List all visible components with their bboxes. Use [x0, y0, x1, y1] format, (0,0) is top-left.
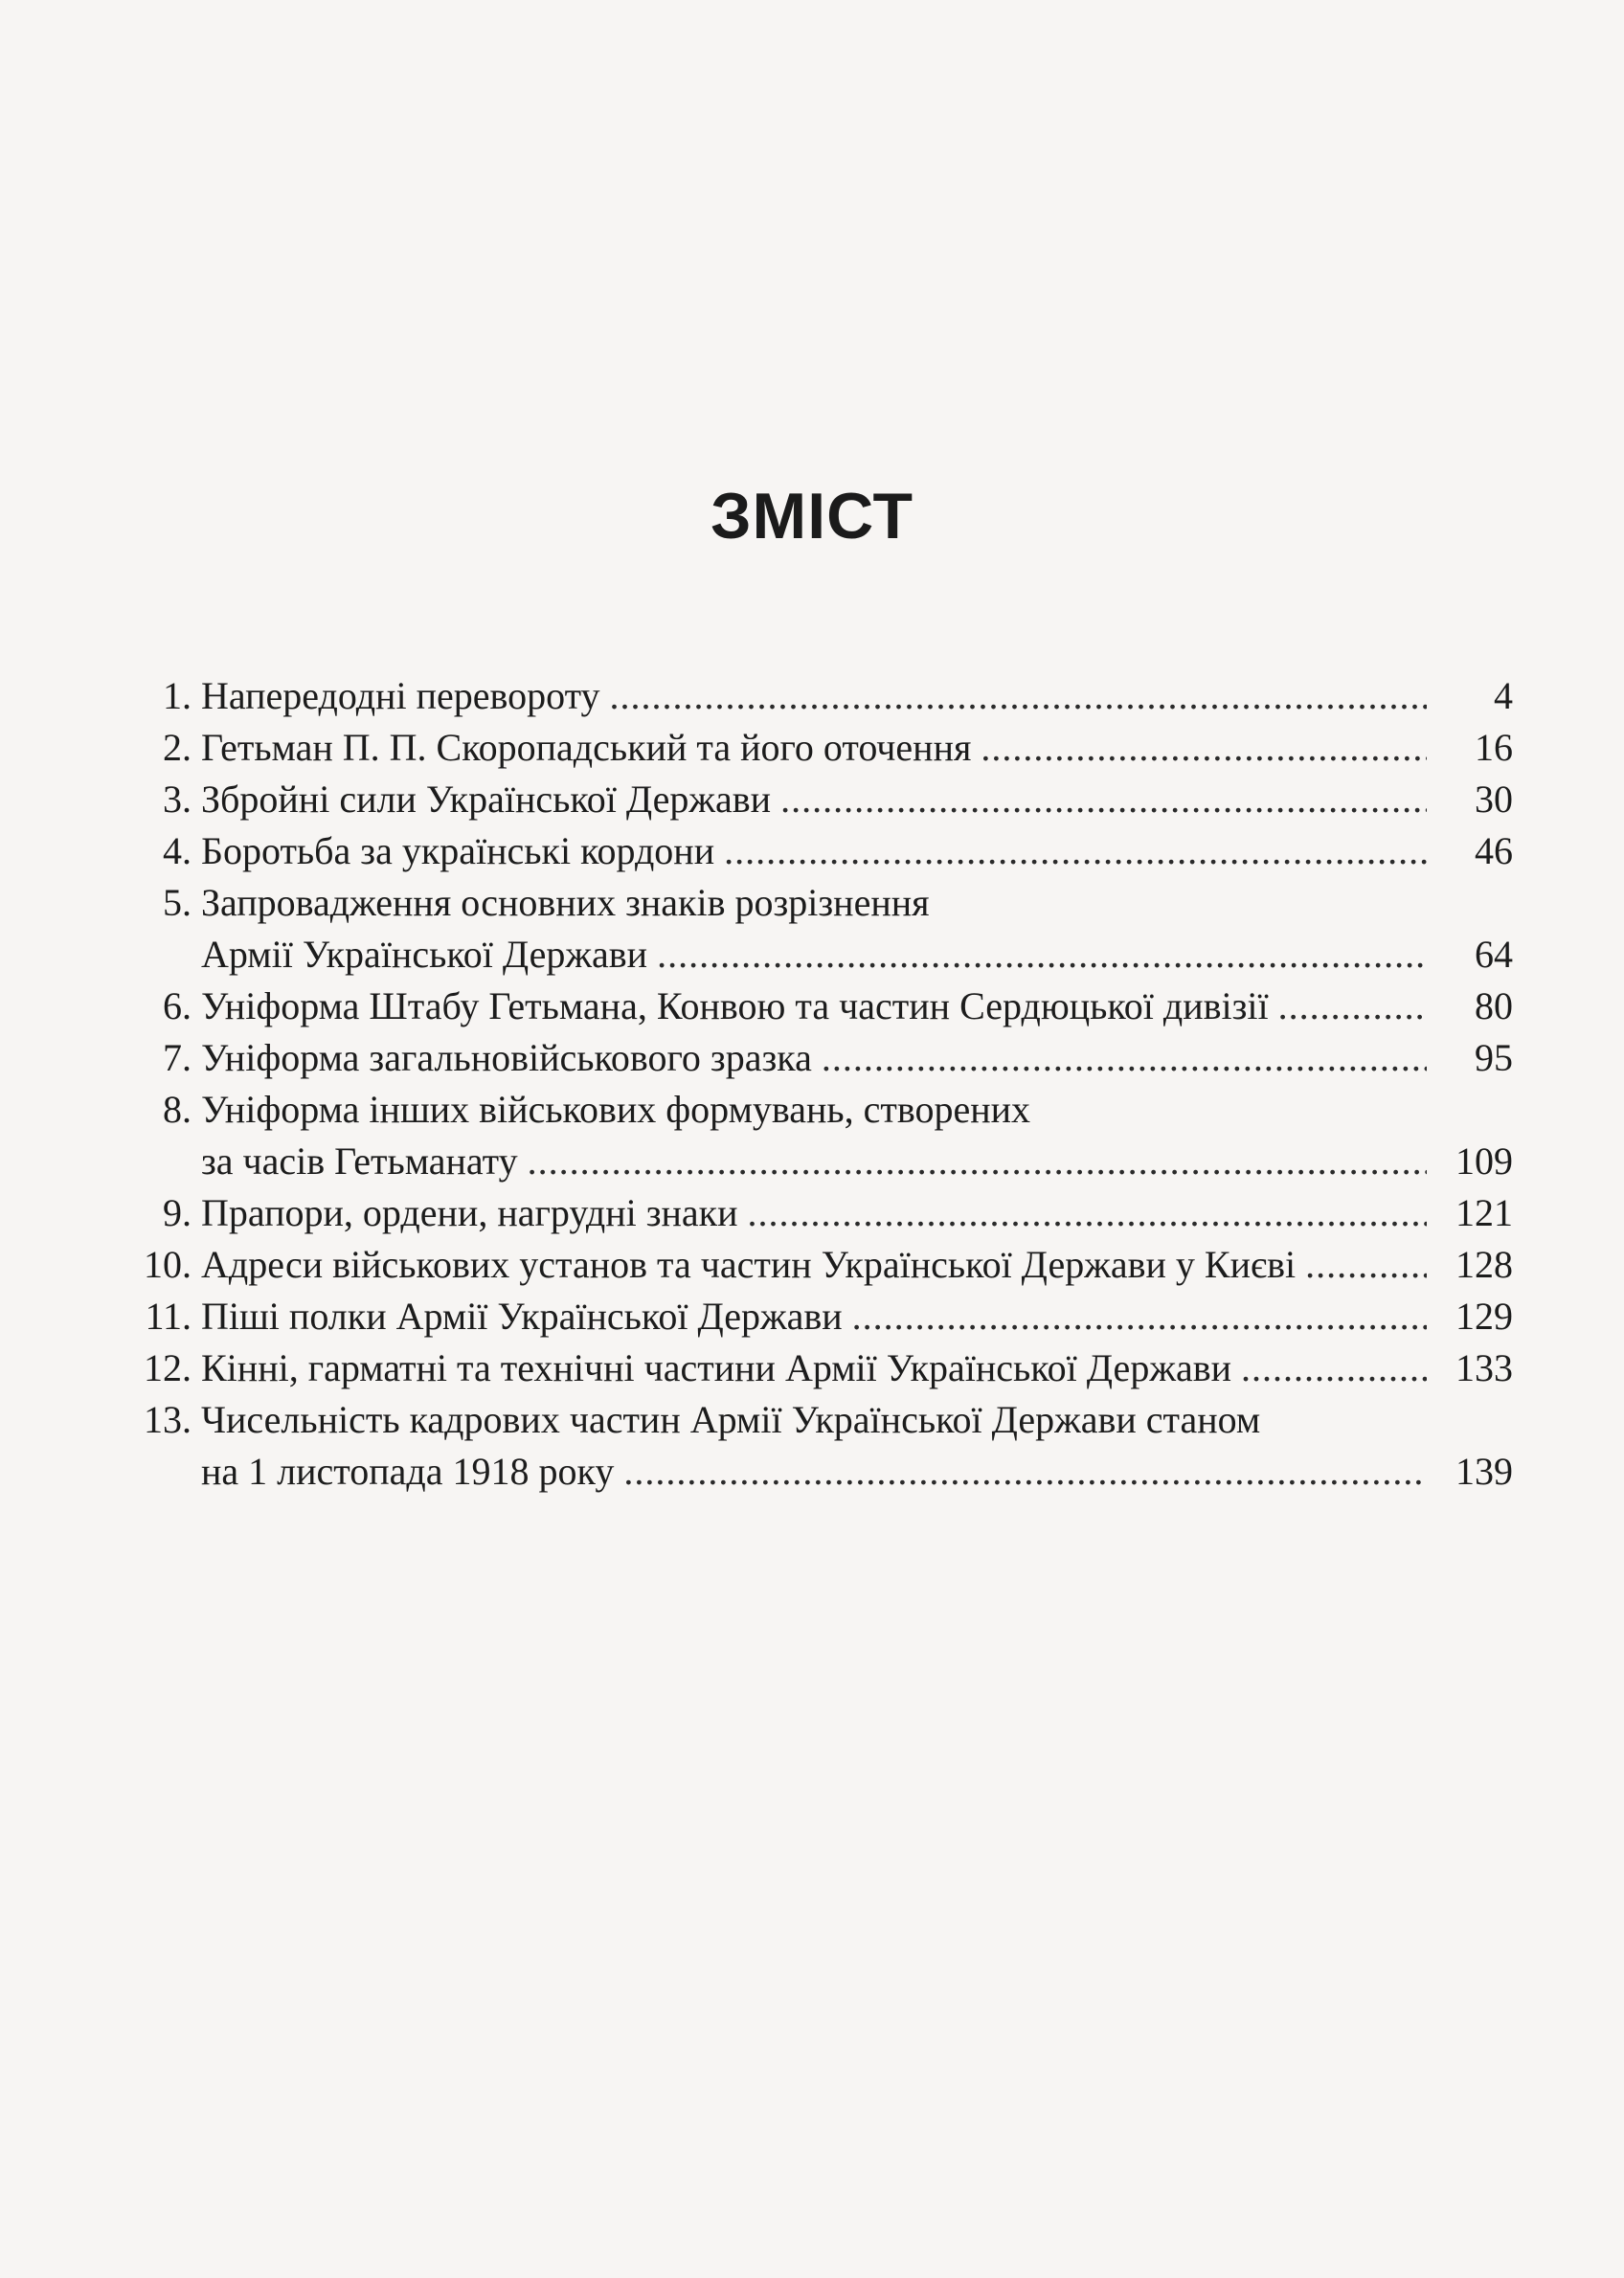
toc-entry-page-number: 121: [1455, 1191, 1513, 1234]
toc-entry-page-number: 46: [1475, 829, 1513, 872]
toc-entry-title: за часів Гетьманату: [201, 1139, 518, 1183]
toc-entry: [134, 981, 1513, 1032]
dot-leader: [748, 1187, 1427, 1239]
dot-leader: [1241, 1342, 1427, 1394]
toc-entry-number: 10.: [144, 1243, 192, 1286]
toc-entry: [134, 1291, 1513, 1342]
toc-entry-text: [201, 774, 1513, 825]
toc-entry-line: [201, 1394, 1513, 1446]
toc-entry-page-number: 30: [1475, 778, 1513, 821]
page-title: ЗМІСТ: [710, 480, 914, 553]
toc-entry-line: [201, 1342, 1513, 1394]
toc-entry-title: Армії Української Держави: [201, 933, 648, 976]
toc-entry-title: Піші полки Армії Української Держави: [201, 1295, 843, 1338]
dot-leader: [822, 1032, 1427, 1084]
toc-entry: [134, 722, 1513, 774]
toc-entry-text: [201, 1032, 1513, 1084]
toc-entry-title: Гетьман П. П. Скоропадський та його оточення: [201, 726, 972, 769]
toc-entry-number: 12.: [144, 1346, 192, 1389]
dot-leader: [1278, 981, 1427, 1032]
toc-entry-text: [201, 877, 1513, 981]
toc-entry-page-number: 129: [1455, 1295, 1513, 1338]
table-of-contents: [134, 670, 1513, 1498]
toc-entry-text: [201, 825, 1513, 877]
toc-entry-title: Адреси військових установ та частин Української Держави у Києві: [201, 1243, 1297, 1286]
toc-entry-line: [201, 929, 1513, 981]
toc-entry: [134, 1239, 1513, 1291]
toc-entry-number: 7.: [163, 1036, 192, 1079]
toc-entry-line: [201, 1136, 1513, 1187]
dot-leader: [724, 825, 1427, 877]
toc-entry-page-number: 64: [1475, 933, 1513, 976]
toc-entry-text: [201, 1394, 1513, 1498]
toc-entry-number: 2.: [163, 726, 192, 769]
toc-entry-text: [201, 1291, 1513, 1342]
toc-entry-page-number: 80: [1475, 984, 1513, 1027]
toc-entry-page-number: 139: [1455, 1450, 1513, 1493]
toc-entry-number: 8.: [163, 1088, 192, 1131]
toc-entry-line: [201, 722, 1513, 774]
toc-entry-page-number: 109: [1455, 1139, 1513, 1183]
dot-leader: [528, 1136, 1427, 1187]
toc-entry-number: 3.: [163, 778, 192, 821]
toc-entry-line: [201, 670, 1513, 722]
toc-entry-text: [201, 1187, 1513, 1239]
toc-entry: [134, 1394, 1513, 1498]
toc-entry-text: [201, 722, 1513, 774]
toc-entry-title: Уніформа інших військових формувань, створених: [201, 1088, 1031, 1131]
toc-entry: [134, 1084, 1513, 1187]
toc-entry: [134, 825, 1513, 877]
dot-leader: [981, 722, 1427, 774]
toc-entry-title: Уніформа загальновійськового зразка: [201, 1036, 812, 1079]
dot-leader: [657, 929, 1427, 981]
toc-entry-line: [201, 1032, 1513, 1084]
toc-entry-number: 5.: [163, 881, 192, 924]
toc-entry-line: [201, 1446, 1513, 1498]
dot-leader: [610, 670, 1427, 722]
toc-entry-page-number: 128: [1455, 1243, 1513, 1286]
toc-entry-number: 4.: [163, 829, 192, 872]
toc-entry-text: [201, 1239, 1513, 1291]
toc-entry-title: Чисельність кадрових частин Армії Української Держави станом: [201, 1398, 1261, 1441]
toc-entry-line: [201, 981, 1513, 1032]
toc-entry-line: [201, 1084, 1513, 1136]
toc-entry-title: Напередодні перевороту: [201, 674, 600, 717]
toc-entry: [134, 1032, 1513, 1084]
toc-entry-number: 13.: [144, 1398, 192, 1441]
toc-entry-text: [201, 670, 1513, 722]
dot-leader: [852, 1291, 1427, 1342]
toc-entry-number: 9.: [163, 1191, 192, 1234]
toc-entry-line: [201, 1239, 1513, 1291]
toc-entry: [134, 1187, 1513, 1239]
toc-entry-text: [201, 1342, 1513, 1394]
toc-entry: [134, 774, 1513, 825]
dot-leader: [780, 774, 1427, 825]
toc-entry: [134, 877, 1513, 981]
toc-entry: [134, 1342, 1513, 1394]
toc-entry-line: [201, 825, 1513, 877]
toc-entry-title: Кінні, гарматні та технічні частини Армії Української Держави: [201, 1346, 1231, 1389]
toc-entry-title: на 1 листопада 1918 року: [201, 1450, 615, 1493]
toc-entry-title: Запровадження основних знаків розрізнення: [201, 881, 930, 924]
toc-entry-page-number: 16: [1475, 726, 1513, 769]
toc-entry-line: [201, 1187, 1513, 1239]
toc-entry-title: Уніформа Штабу Гетьмана, Конвою та частин Сердюцької дивізії: [201, 984, 1269, 1027]
toc-entry-line: [201, 774, 1513, 825]
toc-entry-page-number: 133: [1455, 1346, 1513, 1389]
toc-entry-title: Прапори, ордени, нагрудні знаки: [201, 1191, 738, 1234]
toc-entry-page-number: 95: [1475, 1036, 1513, 1079]
toc-entry-text: [201, 981, 1513, 1032]
toc-entry-title: Збройні сили Української Держави: [201, 778, 772, 821]
toc-entry-number: 11.: [145, 1295, 192, 1338]
toc-entry-number: 6.: [163, 984, 192, 1027]
toc-entry-page-number: 4: [1494, 674, 1513, 717]
toc-entry: [134, 670, 1513, 722]
toc-entry-number: 1.: [163, 674, 192, 717]
dot-leader: [1305, 1239, 1427, 1291]
toc-entry-line: [201, 877, 1513, 929]
dot-leader: [623, 1446, 1427, 1498]
toc-entry-title: Боротьба за українські кордони: [201, 829, 715, 872]
toc-entry-line: [201, 1291, 1513, 1342]
toc-entry-text: [201, 1084, 1513, 1187]
